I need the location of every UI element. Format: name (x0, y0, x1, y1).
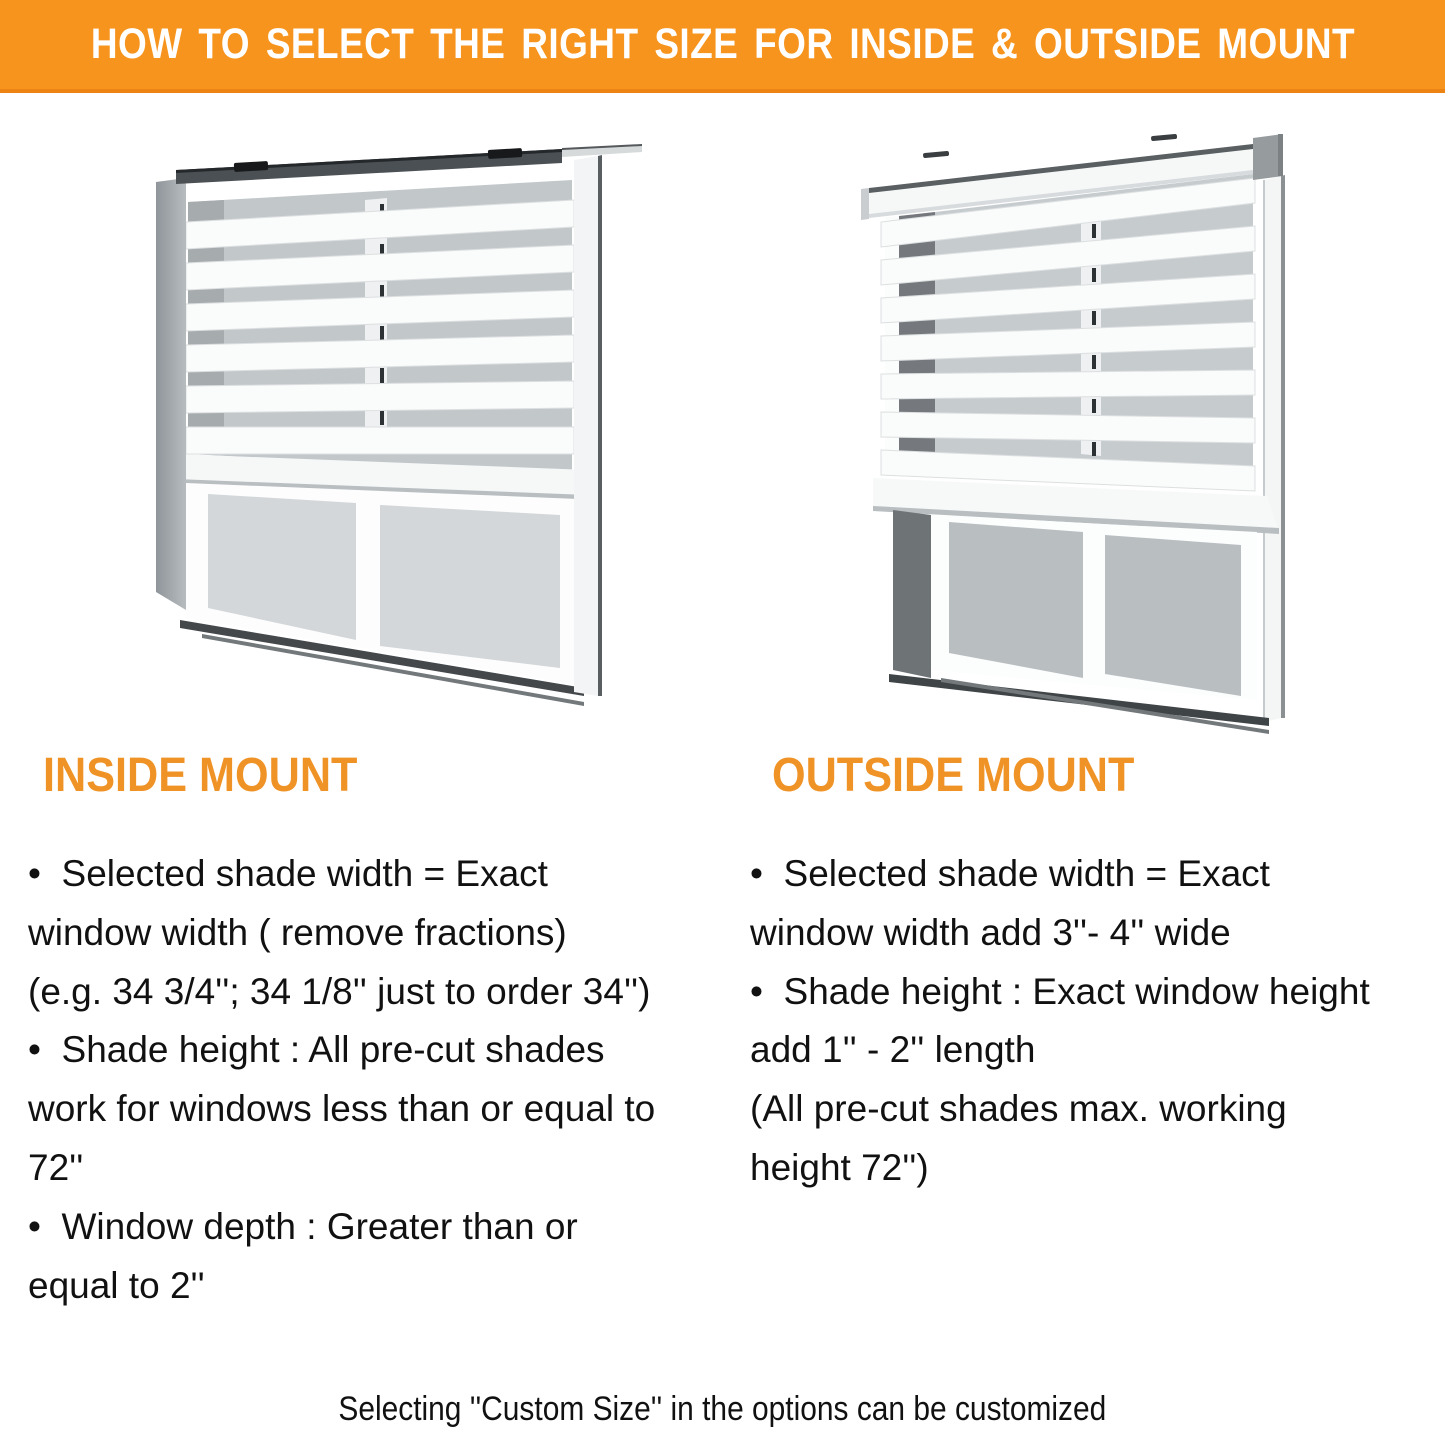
instruction-line: add 1'' - 2'' length (750, 1029, 1036, 1071)
instruction-line: height 72'') (750, 1146, 929, 1188)
header-banner (0, 0, 1445, 93)
inside-mount-instructions (28, 845, 728, 1315)
outside-mount-instructions (750, 845, 1445, 1198)
outside-mount-illustration (845, 118, 1345, 743)
instruction-line: • Selected shade width = Exact (28, 853, 548, 894)
instruction-line: • Shade height : Exact window height (750, 970, 1370, 1012)
window-lower-panes (180, 483, 584, 706)
inside-mount-illustration (150, 140, 650, 720)
window-left-jamb (156, 178, 186, 610)
instruction-line: • Selected shade width = Exact (750, 853, 1270, 894)
banner-title: HOW TO SELECT THE RIGHT SIZE FOR INSIDE & OUTSIDE MOUNT (90, 20, 1355, 68)
footer-note: Selecting ''Custom Size'' in the options can be customized (338, 1390, 1107, 1428)
instruction-line: • Window depth : Greater than or (28, 1205, 578, 1247)
window-right-frame (1263, 175, 1285, 722)
instruction-line: (e.g. 34 3/4''; 34 1/8'' just to order 34'') (28, 970, 651, 1012)
instruction-line: window width ( remove fractions) (28, 911, 567, 953)
instruction-line: (All pre-cut shades max. working (750, 1088, 1287, 1130)
instruction-line: window width add 3''- 4'' wide (750, 911, 1231, 953)
instruction-line: • Shade height : All pre-cut shades (28, 1029, 605, 1071)
instruction-line: 72'' (28, 1146, 84, 1188)
shade-headrail (176, 144, 642, 184)
inside-mount-heading: INSIDE MOUNT (43, 749, 358, 802)
window-lower-panes (889, 510, 1269, 734)
wall-mount-screws (923, 134, 1177, 158)
instruction-line: equal to 2'' (28, 1264, 205, 1306)
footer-note-row (0, 1390, 1445, 1429)
outside-mount-heading: OUTSIDE MOUNT (772, 749, 1135, 802)
instruction-line: work for windows less than or equal to (28, 1088, 656, 1130)
window-right-frame (574, 155, 602, 696)
